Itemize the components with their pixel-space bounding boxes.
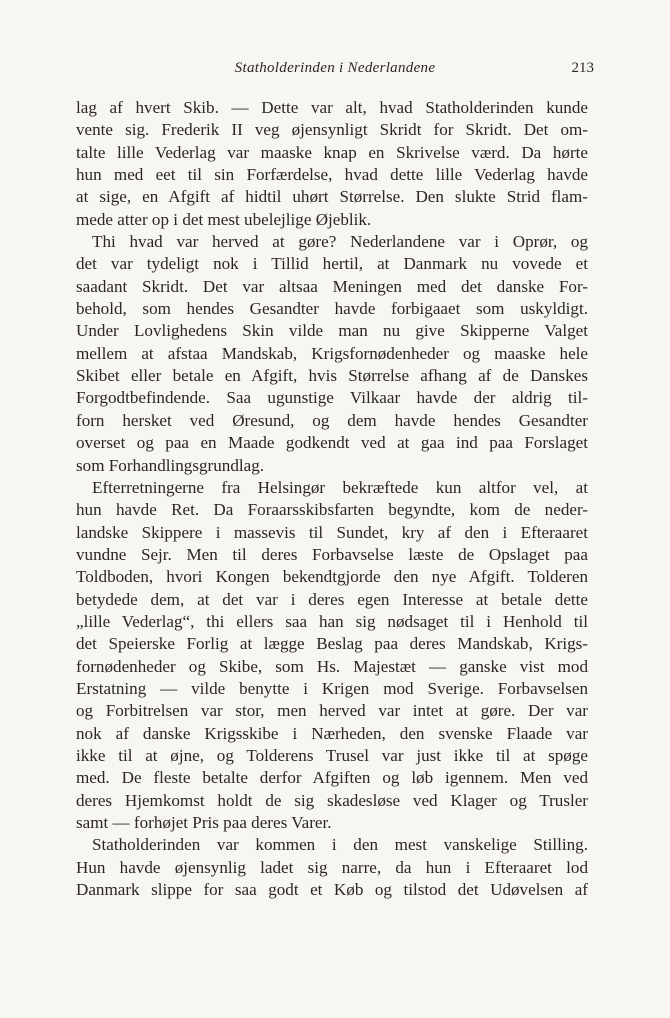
text-line: Hun havde øjensynlig ladet sig narre, da hun i Efteraaret lod (76, 857, 588, 877)
text-line: Skibet eller betale en Afgift, hvis Størrelse afhang af de Danskes (76, 366, 588, 386)
text-line: hun med eet til sin Forfærdelse, hvad dette lille Vederlag havde (76, 165, 588, 185)
text-line: overset og paa en Maade godkendt ved at gaa ind paa Forslaget (76, 433, 588, 453)
text-line: vente sig. Frederik II veg øjensynligt Skridt for Skridt. Det om- (76, 120, 588, 140)
text-line: som Forhandlingsgrundlag. (76, 455, 265, 475)
text-line: Erstatning — vilde benytte i Krigen mod Sverige. Forbavselsen (76, 678, 588, 698)
text-line: det var tydeligt nok i Tillid hertil, at Danmark nu vovede et (76, 254, 588, 274)
text-line: Thi hvad var herved at gøre? Nederlandene var i Oprør, og (92, 232, 588, 252)
text-line: fornødenheder og Skibe, som Hs. Majestæt — ganske vist mod (76, 656, 588, 676)
text-line: Statholderinden var kommen i den mest vanskelige Stilling. (92, 835, 588, 855)
text-line: lag af hvert Skib. — Dette var alt, hvad Statholderinden kunde (76, 98, 588, 117)
running-title: Statholderinden i Nederlandene (234, 60, 436, 76)
page-number: 213 (571, 60, 594, 76)
text-line: og Forbitrelsen var stor, men herved var intet at gøre. Der var (76, 701, 588, 721)
text-line: Toldboden, hvori Kongen bekendtgjorde den nye Afgift. Tolderen (76, 567, 588, 587)
text-line: det Speierske Forlig at lægge Beslag paa deres Mandskab, Krigs- (76, 634, 588, 654)
text-line: vundne Sejr. Men til deres Forbavselse læste de Opslaget paa (76, 544, 588, 564)
text-line: mellem at afstaa Mandskab, Krigsfornødenheder og maaske hele (76, 343, 588, 363)
text-line: at sige, en Afgift af hidtil uhørt Størrelse. Den slukte Strid flam- (76, 187, 588, 207)
text-line: nok af danske Krigsskibe i Nærheden, den svenske Flaade var (76, 723, 588, 743)
text-line: forn hersket ved Øresund, og dem havde hendes Gesandter (76, 410, 588, 430)
text-line: samt — forhøjet Pris paa deres Varer. (76, 813, 332, 832)
running-head (76, 60, 594, 82)
text-line: ikke til at øjne, og Tolderens Trusel var just ikke til at spøge (76, 745, 588, 765)
text-line: hun havde Ret. Da Foraarsskibsfarten begyndte, kom de neder- (76, 500, 588, 520)
text-line: behold, som hendes Gesandter havde forbigaaet som uskyldigt. (76, 299, 588, 319)
text-line: Danmark slippe for saa godt et Køb og tilstod det Udøvelsen af (76, 880, 588, 900)
text-line: talte lille Vederlag var maaske knap en Skrivelse værd. Da hørte (76, 142, 588, 162)
text-line: Under Lovlighedens Skin vilde man nu give Skipperne Valget (76, 321, 588, 341)
body-text (76, 97, 588, 901)
text-line: Efterretningerne fra Helsingør bekræftede kun altfor vel, at (92, 477, 588, 497)
text-line: saadant Skridt. Det var altsaa Meningen med det danske For- (76, 276, 588, 296)
text-line: mede atter op i det mest ubelejlige Øjeblik. (76, 209, 372, 229)
text-line: deres Hjemkomst holdt de sig skadesløse ved Klager og Trusler (76, 790, 588, 810)
text-line: betydede dem, at det var i deres egen Interesse at betale dette (76, 589, 588, 609)
text-line: landske Skippere i massevis til Sundet, kry af den i Efteraaret (76, 522, 588, 542)
text-line: med. De fleste betalte derfor Afgiften og løb igennem. Men ved (76, 768, 588, 788)
text-line: Forgodtbefindende. Saa ugunstige Vilkaar havde der aldrig til- (76, 388, 588, 408)
text-line: „lille Vederlag“, thi ellers saa han sig nødsaget til i Henhold til (76, 611, 588, 631)
